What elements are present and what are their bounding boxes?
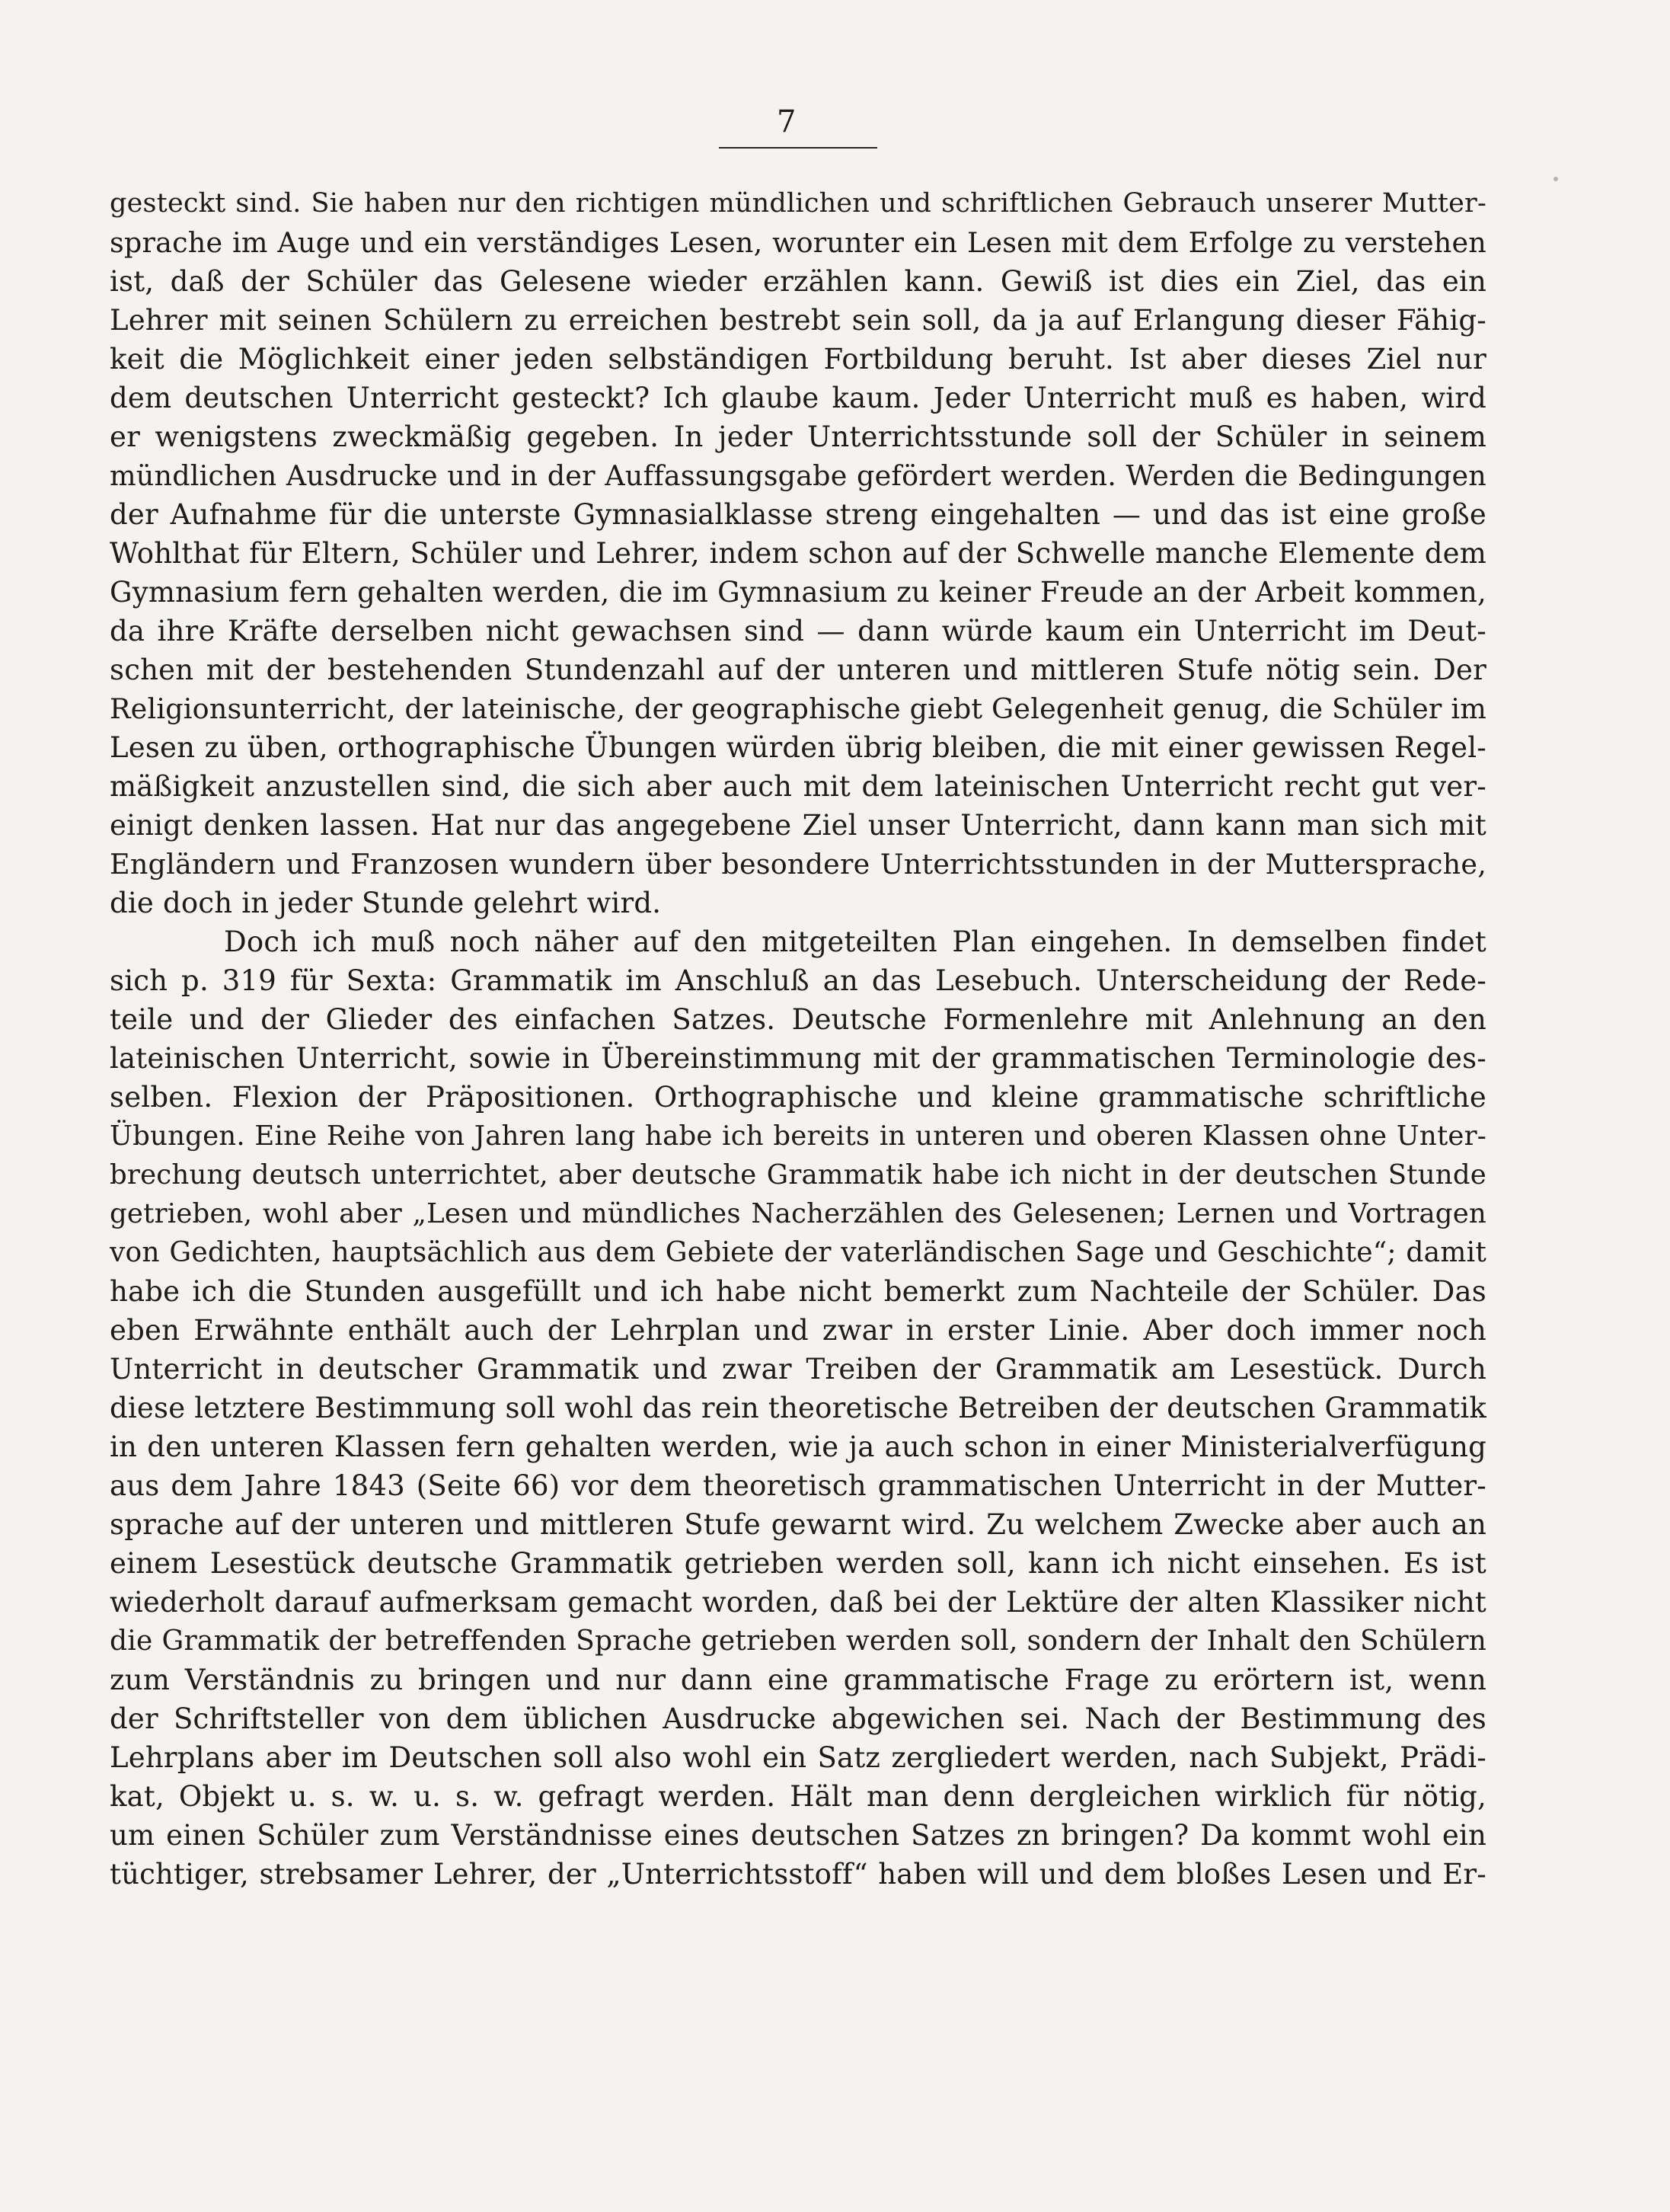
- text-line: eben Erwähnte enthält auch der Lehrplan und zwar in erster Linie. Aber doch immer noch: [110, 1314, 1486, 1347]
- text-line: Lehrplans aber im Deutschen soll also wohl ein Satz zergliedert werden, nach Subjekt, Prädi-: [110, 1741, 1486, 1774]
- text-line: da ihre Kräfte derselben nicht gewachsen sind — dann würde kaum ein Unterricht im Deut-: [110, 615, 1486, 647]
- text-line: von Gedichten, hauptsächlich aus dem Gebiete der vaterländischen Sage und Geschichte“; damit: [110, 1237, 1486, 1268]
- text-line: diese letztere Bestimmung soll wohl das rein theoretische Betreiben der deutschen Grammatik: [110, 1392, 1486, 1424]
- text-line: selben. Flexion der Präpositionen. Orthographische und kleine grammatische schriftliche: [110, 1081, 1486, 1114]
- text-line: dem deutschen Unterricht gesteckt? Ich glaube kaum. Jeder Unterricht muß es haben, wird: [110, 382, 1486, 414]
- text-line: teile und der Glieder des einfachen Satzes. Deutsche Formenlehre mit Anlehnung an den: [110, 1003, 1486, 1036]
- text-line: sprache auf der unteren und mittleren Stufe gewarnt wird. Zu welchem Zwecke aber auch an: [110, 1508, 1486, 1541]
- text-line: die doch in jeder Stunde gelehrt wird.: [110, 887, 662, 919]
- text-line: habe ich die Stunden ausgefüllt und ich habe nicht bemerkt zum Nachteile der Schüler. Das: [110, 1275, 1486, 1308]
- text-line: der Aufnahme für die unterste Gymnasialklasse streng eingehalten — und das ist eine große: [110, 498, 1486, 531]
- text-line: sprache im Auge und ein verständiges Lesen, worunter ein Lesen mit dem Erfolge zu verstehen: [110, 226, 1486, 259]
- text-line: schen mit der bestehenden Stundenzahl auf der unteren und mittleren Stufe nötig sein. Der: [110, 654, 1486, 686]
- text-line: Lesen zu üben, orthographische Übungen würden übrig bleiben, die mit einer gewissen Regel-: [110, 731, 1486, 764]
- text-line: gesteckt sind. Sie haben nur den richtigen mündlichen und schriftlichen Gebrauch unserer Mutter-: [110, 188, 1486, 219]
- text-line: die Grammatik der betreffenden Sprache getrieben werden soll, sondern der Inhalt den Schülern: [110, 1625, 1486, 1657]
- text-line: Engländern und Franzosen wundern über besondere Unterrichtsstunden in der Muttersprache,: [110, 848, 1486, 881]
- text-line: ist, daß der Schüler das Gelesene wieder erzählen kann. Gewiß ist dies ein Ziel, das ein: [110, 265, 1486, 298]
- text-line: um einen Schüler zum Verständnisse eines deutschen Satzes zn bringen? Da kommt wohl ein: [110, 1819, 1486, 1852]
- paragraph-first-line: Doch ich muß noch näher auf den mitgeteilten Plan eingehen. In demselben findet: [224, 925, 1486, 958]
- text-line: mündlichen Ausdrucke und in der Auffassungsgabe gefördert werden. Werden die Bedingungen: [110, 459, 1486, 492]
- text-line: Religionsunterricht, der lateinische, der geographische giebt Gelegenheit genug, die Schüler im: [110, 692, 1486, 725]
- text-line: tüchtiger, strebsamer Lehrer, der „Unterrichtsstoff“ haben will und dem bloßes Lesen und Er-: [110, 1858, 1486, 1891]
- text-line: lateinischen Unterricht, sowie in Übereinstimmung mit der grammatischen Terminologie des-: [110, 1042, 1486, 1075]
- header-rule: [719, 147, 877, 149]
- text-line: brechung deutsch unterrichtet, aber deutsche Grammatik habe ich nicht in der deutschen Stunde: [110, 1159, 1486, 1191]
- body-text: [110, 184, 1486, 1894]
- text-line: Übungen. Eine Reihe von Jahren lang habe ich bereits in unteren und oberen Klassen ohne Unter-: [110, 1120, 1486, 1152]
- text-line: wiederholt darauf aufmerksam gemacht worden, daß bei der Lektüre der alten Klassiker nicht: [110, 1586, 1486, 1619]
- text-line: Wohlthat für Eltern, Schüler und Lehrer, indem schon auf der Schwelle manche Elemente dem: [110, 537, 1486, 570]
- text-line: er wenigstens zweckmäßig gegeben. In jeder Unterrichtsstunde soll der Schüler in seinem: [110, 420, 1486, 453]
- text-line: Unterricht in deutscher Grammatik und zwar Treiben der Grammatik am Lesestück. Durch: [110, 1353, 1486, 1386]
- text-line: Gymnasium fern gehalten werden, die im Gymnasium zu keiner Freude an der Arbeit kommen,: [110, 576, 1486, 609]
- text-line: Lehrer mit seinen Schülern zu erreichen bestrebt sein soll, da ja auf Erlangung dieser Fähig-: [110, 304, 1486, 337]
- text-line: kat, Objekt u. s. w. u. s. w. gefragt werden. Hält man denn dergleichen wirklich für nötig,: [110, 1780, 1486, 1813]
- text-line: einem Lesestück deutsche Grammatik getrieben werden soll, kann ich nicht einsehen. Es ist: [110, 1547, 1486, 1580]
- text-line: der Schriftsteller von dem üblichen Ausdrucke abgewichen sei. Nach der Bestimmung des: [110, 1702, 1486, 1735]
- text-line: getrieben, wohl aber „Lesen und mündliches Nacherzählen des Gelesenen; Lernen und Vortragen: [110, 1198, 1486, 1229]
- page-number: 7: [777, 104, 797, 139]
- text-line: einigt denken lassen. Hat nur das angegebene Ziel unser Unterricht, dann kann man sich mit: [110, 809, 1486, 842]
- paper-speck: [1553, 177, 1558, 181]
- text-line: zum Verständnis zu bringen und nur dann eine grammatische Frage zu erörtern ist, wenn: [110, 1664, 1486, 1696]
- text-line: aus dem Jahre 1843 (Seite 66) vor dem theoretisch grammatischen Unterricht in der Mutter-: [110, 1469, 1486, 1502]
- text-line: keit die Möglichkeit einer jeden selbständigen Fortbildung beruht. Ist aber dieses Ziel nur: [110, 343, 1486, 376]
- text-line: in den unteren Klassen fern gehalten werden, wie ja auch schon in einer Ministerialverfügung: [110, 1430, 1486, 1463]
- text-line: sich p. 319 für Sexta: Grammatik im Anschluß an das Lesebuch. Unterscheidung der Rede-: [110, 964, 1486, 997]
- text-line: mäßigkeit anzustellen sind, die sich aber auch mit dem lateinischen Unterricht recht gut ver-: [110, 770, 1486, 803]
